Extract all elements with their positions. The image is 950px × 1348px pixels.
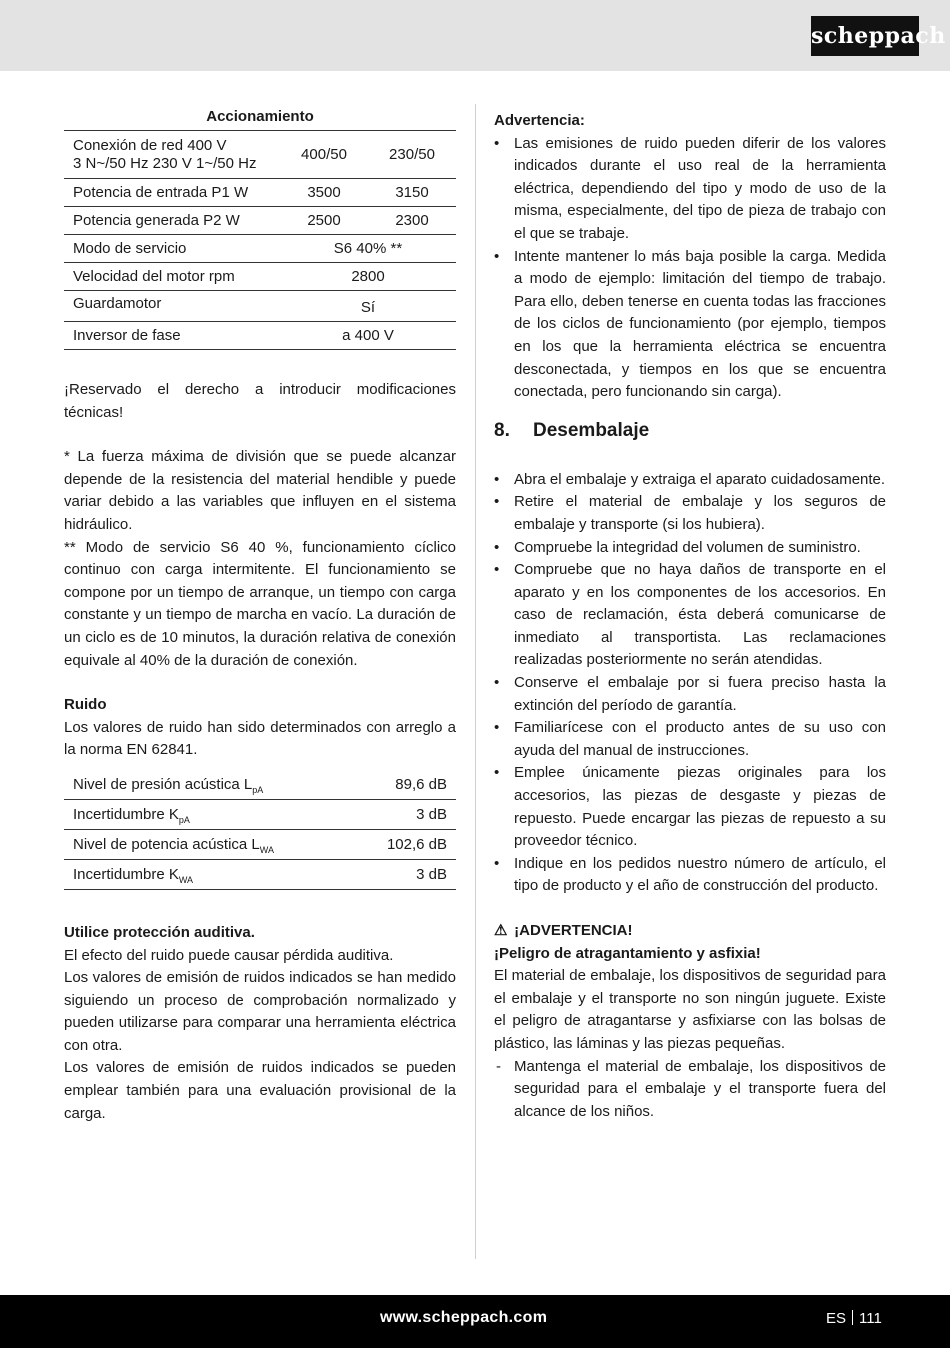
row-label: Conexión de red 400 V [73,136,227,154]
table-cell: 3150 [368,179,456,207]
row-label: 3 N~/50 Hz 230 V 1~/50 Hz [73,154,257,172]
list-item: • Abra el embalaje y extraiga el aparato cuidadosamente. [494,469,886,492]
table-cell [64,799,353,829]
table-row [64,207,456,235]
table-cell: Inversor de fase [64,322,280,350]
hearing-text-2: Los valores de emisión de ruidos indicados se han medido siguiendo un proceso de comprobación normalizado y pueden utilizarse para comparar una herramienta eléctrica con otra. [64,969,456,1054]
row-subscript: pA [178,814,190,825]
table-cell: S6 40% ** [280,235,456,263]
table-cell: 89,6 dB [353,770,456,800]
row-subscript: pA [252,784,264,795]
table-cell: Guardamotor [64,291,280,322]
list-item: • Las emisiones de ruido pueden diferir de los valores indicados durante el uso real de la herramienta eléctrica, dependiendo del tipo y modo de uso de la misma, especialmente, del tipo de pieza de trabajo con el que se trabaje. [494,133,886,246]
drive-table-title: Accionamiento [206,108,314,125]
table-cell [64,131,280,179]
hearing-text-1: El efecto del ruido puede causar pérdida auditiva. [64,946,394,964]
table-row [64,179,456,207]
table-cell: Sí [280,291,456,322]
danger-heading-text: ¡ADVERTENCIA! [514,922,633,939]
section-heading [494,418,886,444]
row-subscript: WA [259,844,274,855]
reserved-note: ¡Reservado el derecho a introducir modificaciones técnicas! [64,381,456,421]
hearing-text-3: Los valores de emisión de ruidos indicados se pueden emplear también para una evaluación provisional de la carga. [64,1059,456,1122]
danger-text: El material de embalaje, los dispositivos de seguridad para el embalaje y el transporte no son ningún juguete. Existe el peligro de atragantarse y asfixiarse con las bolsas de plástico, las láminas y las piezas pequeñas. [494,967,886,1052]
table-cell: Potencia de entrada P1 W [64,179,280,207]
danger-subheading: ¡Peligro de atragantamiento y asfixia! [494,944,761,962]
table-cell [64,829,353,859]
table-cell: a 400 V [280,322,456,350]
noise-intro: Los valores de ruido han sido determinados con arreglo a la norma EN 62841. [64,718,456,759]
noise-table [64,770,456,890]
warning-list [494,133,886,404]
warning-triangle-icon: ⚠ [494,922,508,939]
hearing-heading: Utilice protección auditiva. [64,923,255,941]
list-item: - Mantenga el material de embalaje, los dispositivos de seguridad para el embalaje y el transporte fuera del alcance de los niños. [494,1056,886,1124]
table-row [64,291,456,322]
column-divider [475,104,476,1259]
noise-heading: Ruido [64,696,107,714]
drive-spec-table [64,130,456,350]
row-subscript: WA [178,874,194,885]
table-cell: 2800 [280,263,456,291]
list-item: • Compruebe la integridad del volumen de suministro. [494,537,886,560]
list-item: • Indique en los pedidos nuestro número de artículo, el tipo de producto y el año de construcción del producto. [494,853,886,898]
table-cell: Potencia generada P2 W [64,207,280,235]
list-item: • Intente mantener lo más baja posible la carga. Medida a modo de ejemplo: limitación del tiempo de trabajo. Para ello, deben tenerse en cuenta todas las fracciones de los ciclos de funcionamiento (por ejemplo, tiempos en los que la herramienta eléctrica se encuentra desconectada, y tiempos en los que se encuentra conectada, pero funcionando sin carga). [494,246,886,404]
footnote-force: * La fuerza máxima de división que se puede alcanzar depende de la resistencia del material hendible y puede variar debido a las variables que influyen en el sistema hidráulico. [64,448,456,533]
row-label: Nivel de presión acústica L [73,775,253,793]
table-row [64,235,456,263]
website-link[interactable]: www.scheppach.com [380,1309,548,1326]
page-indicator [826,1310,882,1327]
table-row [64,263,456,291]
list-item: • Retire el material de embalaje y los seguros de embalaje y transporte (si los hubiera). [494,491,886,536]
danger-list [494,1056,886,1124]
right-column [494,110,886,1123]
table-cell: 3 dB [353,859,456,889]
header-bar [0,0,950,71]
language-code: ES [826,1310,847,1327]
table-cell: 230/50 [368,131,456,179]
table-row [64,829,456,859]
table-cell: 3 dB [353,799,456,829]
warning-heading: Advertencia: [494,112,585,129]
separator [852,1310,853,1325]
table-cell: Modo de servicio [64,235,280,263]
table-row [64,799,456,829]
table-row [64,770,456,800]
list-item: • Conserve el embalaje por si fuera preciso hasta la extinción del período de garantía. [494,672,886,717]
row-label: Incertidumbre K [73,865,179,883]
footnote-mode: ** Modo de servicio S6 40 %, funcionamiento cíclico continuo con carga intermitente. El funcionamiento se compone por un tiempo de arranque, un tiempo con carga constante y un tiempo de marcha en vacío. La duración de un ciclo es de 10 minutos, la duración relativa de conexión equivale al 40% de la duración de conexión. [64,538,456,669]
section-title: Desembalaje [533,419,650,441]
row-label: Nivel de potencia acústica L [73,835,260,853]
table-cell: 400/50 [280,131,368,179]
table-row [64,859,456,889]
table-cell [64,770,353,800]
row-label: Incertidumbre K [73,805,179,823]
table-cell: Velocidad del motor rpm [64,263,280,291]
left-column [64,104,456,1125]
scheppach-logo: scheppach [811,16,919,56]
table-cell: 3500 [280,179,368,207]
table-row [64,322,456,350]
page-number: 111 [859,1310,882,1327]
table-row [64,131,456,179]
list-item: • Emplee únicamente piezas originales para los accesorios, las piezas de desgaste y piezas de repuesto. Puede encargar las piezas de repuesto a su proveedor técnico. [494,762,886,852]
table-cell: 2500 [280,207,368,235]
list-item: • Compruebe que no haya daños de transporte en el aparato y en los componentes de los accesorios. En caso de reclamación, ésta deberá comunicarse de inmediato al transportista. Las reclamaciones realizadas posteriormente no serán atendidas. [494,559,886,672]
footer-bar [0,1295,950,1348]
table-cell: 2300 [368,207,456,235]
section-number: 8. [494,419,510,441]
table-cell [64,859,353,889]
table-cell: 102,6 dB [353,829,456,859]
unpack-list [494,469,886,898]
danger-heading [494,920,886,943]
list-item: • Familiarícese con el producto antes de su uso con ayuda del manual de instrucciones. [494,717,886,762]
